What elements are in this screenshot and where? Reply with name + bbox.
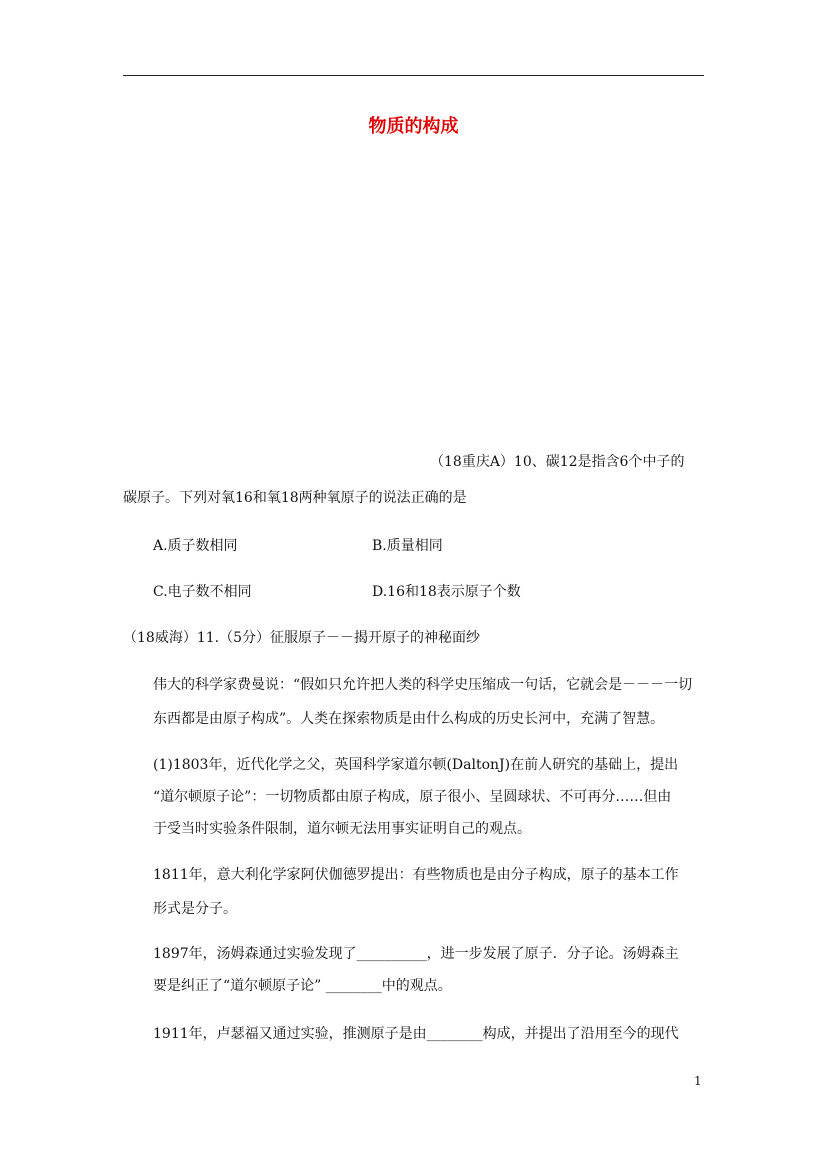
paragraph-3-line-1: 1897年，汤姆森通过实验发现了__________，进一步发展了原子．分子论。汤姆森主 — [153, 946, 679, 962]
option-b: B.质量相同 — [372, 538, 443, 554]
page-number: 1 — [694, 1074, 702, 1088]
header-rule — [123, 75, 704, 76]
paragraph-1-line-3: 于受当时实验条件限制，道尔顿无法用事实证明自己的观点。 — [153, 821, 531, 837]
paragraph-2-line-1: 1811年，意大利化学家阿伏伽德罗提出：有些物质也是由分子构成，原子的基本工作 — [153, 867, 679, 883]
paragraph-2-line-2: 形式是分子。 — [153, 901, 237, 917]
question-10-line-2: 碳原子。下列对氧16和氧18两种氧原子的说法正确的是 — [123, 490, 467, 506]
paragraph-1-line-1: (1)1803年，近代化学之父，英国科学家道尔顿(DaltonJ)在前人研究的基础上，提出 — [153, 757, 679, 773]
paragraph-3-line-2: 要是纠正了“道尔顿原子论” ________中的观点。 — [153, 978, 452, 994]
option-a: A.质子数相同 — [153, 538, 238, 554]
intro-line-1: 伟大的科学家费曼说：“假如只允许把人类的科学史压缩成一句话，它就会是－－－一切 — [153, 677, 693, 693]
page-title: 物质的构成 — [368, 116, 459, 137]
option-d: D.16和18表示原子个数 — [372, 584, 521, 600]
intro-line-2: 东西都是由原子构成”。人类在探索物质是由什么构成的历史长河中，充满了智慧。 — [153, 711, 665, 727]
paragraph-1-line-2: “道尔顿原子论”：一切物质都由原子构成，原子很小、呈圆球状、不可再分……但由 — [153, 789, 672, 805]
option-c: C.电子数不相同 — [153, 584, 252, 600]
paragraph-4-line-1: 1911年，卢瑟福又通过实验，推测原子是由________构成，并提出了沿用至今的现代 — [153, 1026, 679, 1042]
question-11-heading: （18威海）11.（5分）征服原子－－揭开原子的神秘面纱 — [123, 630, 480, 646]
question-10-line-1: （18重庆A）10、碳12是指含6个中子的 — [430, 454, 685, 470]
